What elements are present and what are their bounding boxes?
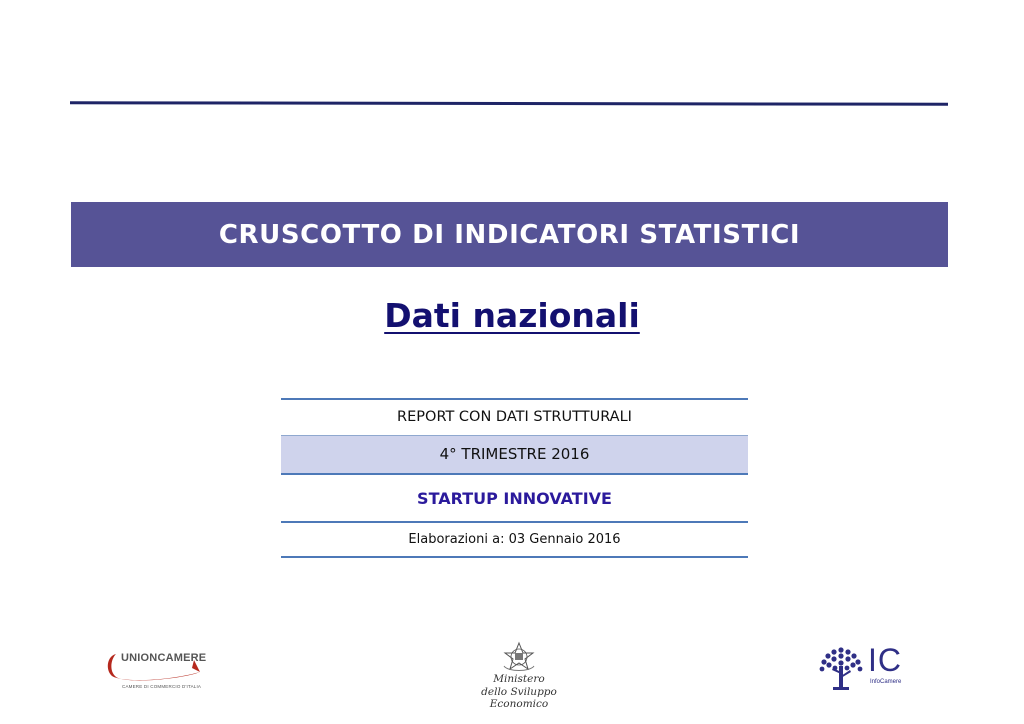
unioncamere-logo <box>104 648 214 694</box>
elaboration-date-row: Elaborazioni a: 03 Gennaio 2016 <box>408 532 621 547</box>
banner-title: CRUSCOTTO DI INDICATORI STATISTICI <box>218 219 801 250</box>
italian-emblem-icon <box>460 640 578 674</box>
ministero-line1: Ministero <box>493 673 545 685</box>
ministero-line2: dello Sviluppo Economico <box>481 686 557 710</box>
unioncamere-name: UNIONCAMERE <box>121 652 207 664</box>
infocamere-mark: IC <box>868 642 902 678</box>
report-type-row: REPORT CON DATI STRUTTURALI <box>397 409 632 425</box>
title-banner <box>71 202 948 267</box>
page-subtitle: Dati nazionali <box>384 296 640 335</box>
unioncamere-tagline: CAMERE DI COMMERCIO D'ITALIA <box>122 684 202 689</box>
top-divider <box>70 101 948 106</box>
period-row: 4° TRIMESTRE 2016 <box>281 436 748 473</box>
ministero-logo <box>460 640 578 710</box>
infocamere-name: InfoCamere <box>870 679 902 685</box>
infocamere-tree-icon <box>816 644 866 694</box>
table-rule <box>281 556 748 558</box>
infocamere-logo <box>816 644 906 694</box>
topic-row: STARTUP INNOVATIVE <box>417 489 612 508</box>
report-info-table <box>281 398 748 558</box>
